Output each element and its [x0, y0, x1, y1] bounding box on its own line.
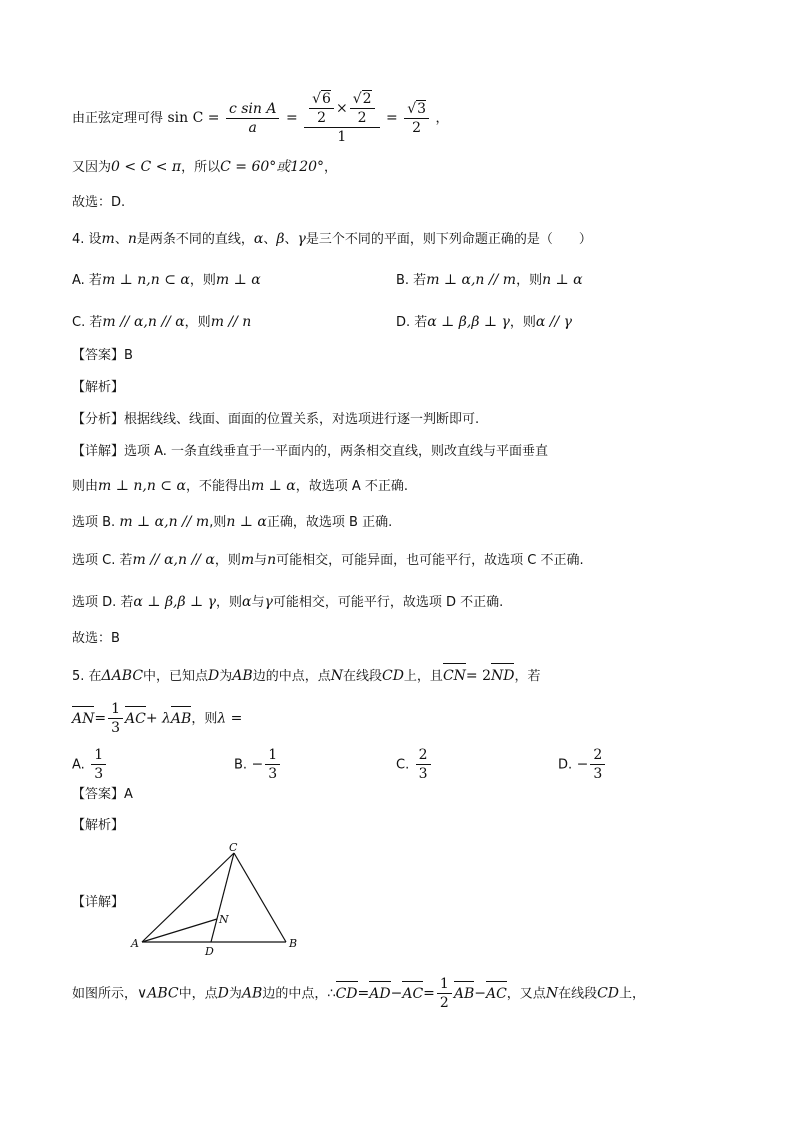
q4-answer: 【答案】B	[72, 348, 133, 363]
q4-step-a: 则由m ⊥ n,n ⊂ α，不能得出m ⊥ α，故选项 A 不正确.	[72, 478, 409, 494]
edge-AC	[142, 853, 234, 942]
q4-step-b: 选项 B. m ⊥ α,n // m,则n ⊥ α正确，故选项 B 正确.	[72, 514, 393, 530]
q4-step-c: 选项 C. 若m // α,n // α，则m与n可能相交，可能异面，也可能平行，故选项 C 不正确.	[72, 552, 584, 568]
q4-option-c: C. 若m // α,n // α，则m // n	[72, 314, 252, 330]
sine-law-prefix: 由正弦定理可得	[72, 111, 164, 126]
q4-xiangjie: 【详解】选项 A. 一条直线垂直于一平面内的，两条相交直线，则改直线与平面垂直	[72, 444, 549, 459]
q4-option-b: B. 若m ⊥ α,n // m，则n ⊥ α	[396, 272, 583, 288]
q5-stem-line2: AN= $\frac{1}{3}$ AC+ λAB，则λ =	[72, 701, 243, 736]
triangle-figure	[128, 843, 318, 959]
q4-analysis-heading: 【解析】	[72, 380, 125, 395]
compound-fraction: $\frac{√6}{2}$ × $\frac{√2}{2}$ 1	[304, 90, 379, 146]
q4-option-d: D. 若α ⊥ β,β ⊥ γ，则α // γ	[396, 314, 573, 330]
segment-CD	[211, 853, 234, 942]
label-C: C	[229, 843, 238, 854]
q5-solution-line: 如图所示，∨ABC中，点D为AB边的中点，∴CD=AD−AC= $\frac{1}{2}$ AB−AC，又点N在线段CD上，	[72, 976, 646, 1011]
edge-CB	[234, 853, 286, 942]
q5-option-d: D. − $\frac{2}{3}$	[558, 746, 607, 783]
label-D: D	[205, 945, 214, 958]
q4-option-a: A. 若m ⊥ n,n ⊂ α，则m ⊥ α	[72, 272, 261, 288]
q4-step-d: 选项 D. 若α ⊥ β,β ⊥ γ，则α与γ可能相交，可能平行，故选项 D 不正确.	[72, 594, 504, 610]
sine-lhs: sin C =	[167, 110, 220, 126]
label-N: N	[219, 913, 229, 926]
q5-xiangjie: 【详解】	[72, 895, 125, 910]
q5-analysis-heading: 【解析】	[72, 818, 125, 833]
q4-fenxi: 【分析】根据线线、线面、面面的位置关系，对选项进行逐一判断即可.	[72, 412, 480, 427]
q5-option-b: B. − $\frac{1}{3}$	[234, 746, 282, 783]
label-A: A	[131, 937, 139, 950]
q4-final: 故选：B	[72, 631, 120, 646]
q5-stem-line1: 5. 在ΔABC中，已知点D为AB边的中点，点N在线段CD上，且CN= 2ND，若	[72, 668, 541, 684]
sqrt3-over-2: $\frac{√3}{2}$	[404, 100, 429, 137]
fraction-csinA-over-a: $\frac{\text{c sin A}}{a}$	[226, 100, 280, 137]
label-B: B	[289, 937, 298, 950]
q5-answer: 【答案】A	[72, 787, 133, 802]
q5-option-a: A. $\frac{1}{3}$	[72, 746, 108, 783]
angle-range-line: 又因为0 < C < π，所以C = 60°或120°，	[72, 159, 338, 175]
sine-law-line: 由正弦定理可得 sin C = $\frac{\text{c sin A}}{a}$ = $\frac{√6}{2}$ × $\frac{√2}{2}$ 1 = $\frac{√3}{2}$ ，	[72, 91, 449, 145]
q3-choice: 故选：D.	[72, 195, 126, 210]
q5-option-c: C. $\frac{2}{3}$	[396, 746, 433, 783]
q4-stem: 4. 设m、n是两条不同的直线，α、β、γ是三个不同的平面，则下列命题正确的是（ ）	[72, 231, 592, 247]
